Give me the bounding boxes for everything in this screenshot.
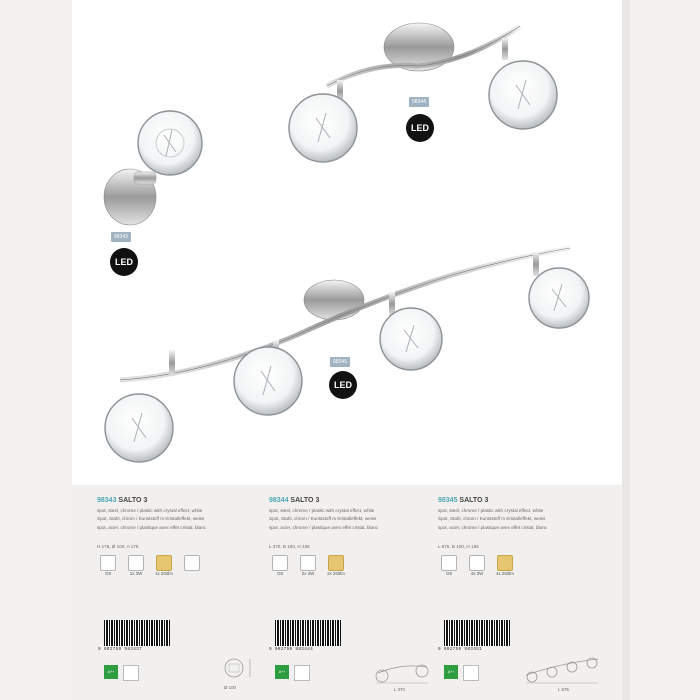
bulb-package-icon (463, 665, 479, 681)
product-code-tag: 98344 (409, 97, 429, 107)
warm-white-icon: 1x 260lm (153, 555, 175, 577)
energy-label-icon: A++ (444, 665, 458, 679)
product-number: 98344 (269, 497, 289, 504)
description-en: spot, steel, chrome / plastic with crystal effect, white (438, 508, 544, 513)
barcode-number: 9 002759 983451 (438, 647, 483, 652)
description-fr: spot, acier, chrome / plastique avec effet cristal, blanc (438, 524, 547, 530)
spot-98343-image (104, 111, 202, 225)
spot-98345-image (105, 248, 589, 462)
product-number: 98343 (97, 497, 117, 504)
barcode-number: 9 002759 983444 (269, 647, 314, 652)
barcode-number: 9 002759 983437 (98, 647, 143, 652)
bulb-icon: 2x 3W (297, 555, 319, 577)
dimensions: L 370, B 100, H 155 (269, 544, 310, 550)
barcode (104, 620, 170, 646)
g9-icon: G9 (269, 555, 291, 577)
bulb-package-icon (294, 665, 310, 681)
spec-icons (269, 555, 437, 577)
g9-icon: G9 (97, 555, 119, 577)
g9-icon: G9 (438, 555, 460, 577)
bulb-package-icon (123, 665, 139, 681)
product-code-tag: 98343 (111, 232, 131, 242)
product-name: SALTO 3 (118, 497, 148, 504)
dimension-drawing-icon (372, 655, 432, 685)
dimension-drawing-icon (220, 655, 260, 685)
product-photo-area (72, 0, 630, 485)
dimension-label: L 875 (558, 687, 569, 692)
led-badge: LED (110, 248, 138, 276)
product-title (269, 497, 437, 504)
product-name: SALTO 3 (459, 497, 489, 504)
dimension-label: Ø 100 (224, 685, 236, 690)
product-column-98344 (269, 497, 437, 577)
wall-mount-icon (181, 555, 203, 577)
spec-icons (438, 555, 606, 577)
dimension-drawing-icon (522, 653, 602, 685)
dimensions: L 875, B 100, H 155 (438, 544, 479, 550)
barcode (275, 620, 341, 646)
product-name: SALTO 3 (290, 497, 320, 504)
product-info-section (72, 485, 630, 700)
description-en: spot, steel, chrome / plastic with crystal effect, white (97, 508, 203, 513)
warm-white-icon: 4x 260lm (494, 555, 516, 577)
spec-icons (97, 555, 265, 577)
description-de: Spot, Stahl, chrom / Kunststoff m Kristalleffekt, weiss (269, 516, 377, 522)
catalog-page (72, 0, 630, 700)
led-badge: LED (406, 114, 434, 142)
led-badge: LED (329, 371, 357, 399)
barcode (444, 620, 510, 646)
dimension-label: L 370 (394, 687, 405, 692)
description-en: spot, steel, chrome / plastic with crystal effect, white (269, 508, 375, 513)
bulb-icon: 1x 3W (125, 555, 147, 577)
bulb-icon: 4x 3W (466, 555, 488, 577)
energy-label-icon: A++ (275, 665, 289, 679)
product-title (438, 497, 606, 504)
energy-label-icon: A++ (104, 665, 118, 679)
product-number: 98345 (438, 497, 458, 504)
warm-white-icon: 2x 260lm (325, 555, 347, 577)
product-photos (72, 0, 630, 485)
description-fr: spot, acier, chrome / plastique avec effet cristal, blanc (97, 524, 206, 530)
description-de: Spot, Stahl, chrom / Kunststoff m Kristalleffekt, weiss (438, 516, 546, 522)
product-title (97, 497, 265, 504)
product-column-98343 (97, 497, 265, 577)
dimensions: H 175, Ø 100, A 175 (97, 544, 139, 550)
product-code-tag: 98345 (330, 357, 350, 367)
page-edge (622, 0, 630, 700)
description-de: Spot, Stahl, chrom / Kunststoff m Kristalleffekt, weiss (97, 516, 205, 522)
product-column-98345 (438, 497, 606, 577)
description-fr: spot, acier, chrome / plastique avec effet cristal, blanc (269, 524, 378, 530)
